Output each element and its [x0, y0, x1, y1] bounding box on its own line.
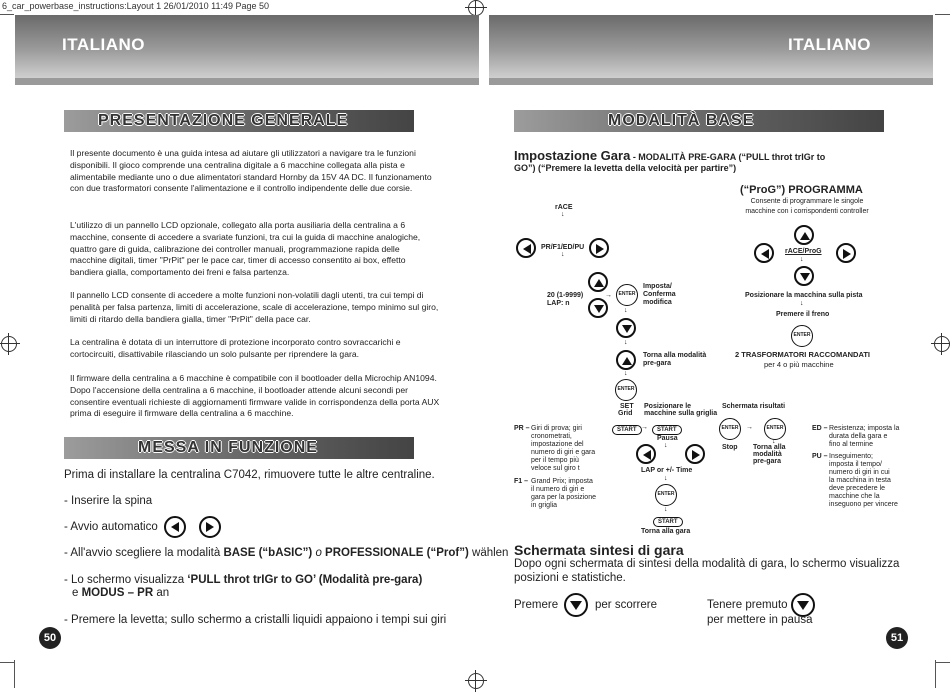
section-title: MESSA IN FUNZIONE	[138, 439, 318, 456]
description-line: deve precedere le	[829, 485, 886, 492]
printer-slug: 6_car_powerbase_instructions:Layout 1 26/01/2010 11:49 Page 50	[2, 1, 270, 11]
left-arrow-button-icon	[636, 444, 656, 464]
description-line: inseguono per vincere	[829, 501, 898, 508]
description-line: numero di giri e gara	[531, 449, 596, 456]
paragraph: Dopo ogni schermata di sintesi della modalità di gara, lo schermo visualizza	[514, 558, 900, 570]
crop-mark	[935, 14, 950, 15]
registration-mark-icon	[934, 336, 950, 352]
crop-mark	[0, 14, 14, 15]
flow-label: pre-gara	[753, 458, 782, 465]
paragraph: Il pannello LCD consente di accedere a molte funzioni non-volatili dagli utenti, tra cui tempi di penalità per falsa partenza, limiti di accelerazione, scale di accelerazione, tempo minimo sul giro, limiti di ritardo della bandiera gialla, timer "PrPit" della pace car.	[70, 290, 439, 324]
flow-label: LAP or +/- Time	[641, 467, 693, 474]
paragraph: Il presente documento è una guida intesa ad aiutare gli utilizzatori a navigare tra le funzioni disponibili. Il gioco comprende una centralina digitale a 6 macchine collegata alla pista e alimentabile mediante uno o due alimentatori standard Hornby da 15V 4A DC. Il funzionamento con due trasformatori consente l'alimentazione e il controllo indipendente delle due corsie.	[70, 148, 432, 194]
paragraph: posizioni e statistiche.	[514, 572, 626, 584]
start-button-icon: START	[653, 517, 683, 527]
mode-description	[531, 425, 611, 473]
flow-label: rACE/ProG	[785, 248, 822, 255]
flow-label: Torna alla modalità	[643, 352, 707, 359]
paragraph: L'utilizzo di un pannello LCD opzionale, collegato alla porta ausiliaria della centralina a 6 macchine, consente di accedere a svariate funzioni, tra cui la guida di macchine analogiche, quattro gare di guida, calibrazione dei controller manuali, programmazione rapida delle macchine digitali, timer "PrPit" per le pace car, timer di accesso consentito ai box, effetto bandiera gialla, comportamento dei freni e falsa partenza.	[70, 220, 421, 278]
down-arrow-button-icon	[794, 266, 814, 286]
description-line: fino al termine	[829, 441, 873, 448]
step-text: an	[153, 587, 170, 599]
arrow-down-icon: ↓	[664, 475, 668, 482]
arrow-right-icon: →	[746, 424, 753, 431]
step-item	[64, 574, 422, 586]
flow-label: Torna alla	[753, 444, 786, 451]
arrow-right-icon: →	[605, 292, 612, 299]
right-arrow-button-icon	[836, 243, 856, 263]
mode-description	[531, 478, 611, 510]
description-line: in griglia	[531, 502, 558, 509]
description-line: cronometrati,	[531, 433, 572, 440]
program-title: (“ProG”) PROGRAMMA	[740, 184, 863, 196]
arrow-down-icon: ↓	[624, 307, 628, 314]
mode-description	[829, 453, 909, 509]
section-title: MODALITÀ BASE	[608, 112, 755, 129]
step-text: wählen	[468, 547, 509, 559]
start-button-icon: START	[652, 425, 682, 435]
instruction-text: Tenere premuto	[707, 599, 788, 611]
mode-professional: PROFESSIONALE (“Prof”)	[325, 547, 469, 559]
enter-button-icon: ENTER	[791, 325, 813, 347]
language-label-right: ITALIANO	[788, 35, 872, 54]
flow-label: LAP: n	[547, 300, 570, 307]
crop-mark	[14, 660, 15, 688]
crop-mark	[935, 660, 936, 688]
arrow-down-icon: ↓	[561, 211, 565, 218]
program-description: Consente di programmare le singole	[750, 198, 864, 205]
crop-mark	[0, 662, 14, 663]
enter-button-icon: ENTER	[719, 418, 741, 440]
paragraph: Il firmware della centralina a 6 macchine è compatibile con il bootloader della Microchip AN1094. Dopo l'accensione della centralina a 6 macchine, il bootloader attende alcuni secondi per consentire eventuali richieste di aggiornamenti firmware valide in corrispondenza della porta AUX prima di eseguire il firmware della centralina a 6 macchine.	[70, 373, 440, 419]
arrow-right-icon: →	[641, 424, 648, 431]
description-line: impostazione del	[531, 441, 584, 448]
flow-label: Pausa	[657, 435, 678, 442]
instruction-text: per mettere in pausa	[707, 614, 813, 626]
step-item: - Premere la levetta; sullo schermo a cristalli liquidi appaiono i tempi sui giri	[64, 614, 447, 626]
registration-mark-icon	[468, 0, 484, 16]
flow-label: Posizionare la macchina sulla pista	[745, 292, 863, 299]
description-line: gara per la posizione	[531, 494, 596, 501]
right-arrow-button-icon	[589, 238, 609, 258]
start-button-icon: START	[612, 425, 642, 435]
page-number: 50	[39, 627, 61, 649]
mode-key: F1 –	[514, 478, 529, 485]
flow-label: Posizionare le	[644, 403, 692, 410]
registration-mark-icon	[1, 336, 17, 352]
description-line: Resistenza; imposta la	[829, 425, 900, 432]
language-label-left: ITALIANO	[62, 35, 146, 54]
arrow-down-icon: ↓	[800, 256, 804, 263]
mode-description	[829, 425, 909, 449]
left-arrow-button-icon	[516, 238, 536, 258]
transformer-note: 2 TRASFORMATORI RACCOMANDATI	[735, 350, 870, 359]
description-line: la macchina in testa	[829, 477, 891, 484]
up-arrow-button-icon	[794, 225, 814, 245]
subsection-title: Impostazione Gara	[514, 148, 631, 163]
flow-label: pre-gara	[643, 360, 672, 367]
description-line: durata della gara e	[829, 433, 888, 440]
transformer-note: per 4 o più macchine	[764, 360, 834, 369]
paragraph: La centralina è dotata di un interruttore di protezione incorporato contro sovraccarichi e cortocircuiti, disattivabile rilasciando un solo pulsante per riprendere la gara.	[70, 337, 401, 359]
flow-label: modifica	[643, 299, 672, 306]
up-arrow-button-icon	[588, 272, 608, 292]
mode-label: MODUS – PR	[81, 587, 154, 599]
flow-label: PR/F1/ED/PU	[541, 244, 585, 251]
step-item: - Inserire la spina	[64, 495, 153, 507]
arrow-down-icon: ↓	[800, 300, 804, 307]
flow-label: rACE	[555, 204, 573, 211]
step-item-continued	[72, 587, 169, 599]
instruction-text: per scorrere	[595, 599, 657, 611]
registration-mark-icon	[468, 673, 484, 689]
subsection-title: Schermata sintesi di gara	[514, 542, 684, 558]
program-description: macchine con i corrispondenti controller	[745, 208, 869, 215]
flow-label: Grid	[618, 410, 633, 417]
instruction-text: Premere	[514, 599, 559, 611]
header-rule-left	[15, 78, 479, 85]
flow-label: Imposta/	[643, 283, 672, 290]
step-text: - Lo schermo visualizza	[64, 574, 188, 586]
arrow-down-icon: ↓	[624, 370, 628, 377]
enter-button-icon: ENTER	[615, 379, 637, 401]
mode-key: ED –	[812, 425, 828, 432]
description-line: veloce sul giro t	[531, 465, 580, 472]
enter-button-icon: ENTER	[764, 418, 786, 440]
flow-label: Conferma	[643, 291, 676, 298]
mode-key: PU –	[812, 453, 828, 460]
step-text: e	[72, 587, 82, 599]
description-line: Inseguimento;	[829, 453, 873, 460]
page-number: 51	[886, 627, 908, 649]
enter-button-icon: ENTER	[616, 284, 638, 306]
step-item: - Avvio automatico	[64, 521, 158, 533]
flow-label: Schermata risultati	[722, 403, 786, 410]
flow-label: Premere il freno	[776, 311, 830, 318]
description-line: numero di giri in cui	[829, 469, 890, 476]
step-text: - All'avvio scegliere la modalità	[64, 547, 224, 559]
step-item	[64, 547, 508, 559]
crop-mark	[935, 662, 950, 663]
flow-label: Stop	[722, 444, 738, 451]
flow-label: Torna alla gara	[641, 528, 691, 535]
arrow-down-icon: ↓	[624, 339, 628, 346]
enter-button-icon: ENTER	[655, 484, 677, 506]
arrow-down-icon: ↓	[561, 251, 565, 258]
subsection-subtitle: - MODALITÀ PRE-GARA (“PULL throt trIGr to	[630, 152, 826, 162]
subsection-subtitle: GO”) (“Premere la levetta della velocità per partire”)	[514, 163, 737, 173]
down-arrow-button-icon	[616, 318, 636, 338]
mode-key: PR –	[514, 425, 530, 432]
arrow-down-icon: ↓	[664, 442, 668, 449]
description-line: Giri di prova; giri	[531, 425, 582, 432]
flow-label: modalità	[753, 451, 782, 458]
section-title: PRESENTAZIONE GENERALE	[98, 112, 349, 129]
left-arrow-button-icon	[754, 243, 774, 263]
step-text: o	[312, 547, 326, 559]
mode-basic: BASE (“bASIC”)	[223, 547, 313, 559]
description-line: Grand Prix; imposta	[531, 478, 593, 485]
header-rule-right	[489, 78, 933, 85]
intro-text: Prima di installare la centralina C7042, rimuovere tutte le altre centraline.	[64, 469, 435, 481]
up-arrow-button-icon	[616, 350, 636, 370]
arrow-down-icon: ↓	[772, 438, 776, 445]
description-line: imposta il tempo/	[829, 461, 882, 468]
right-arrow-button-icon	[199, 516, 221, 538]
arrow-down-icon: ↓	[664, 506, 668, 513]
left-arrow-button-icon	[164, 516, 186, 538]
display-message: ‘PULL throt trIGr to GO’ (Modalità pre-gara)	[187, 574, 423, 586]
description-line: macchine che la	[829, 493, 880, 500]
flow-label: SET	[620, 403, 634, 410]
down-arrow-button-icon	[588, 298, 608, 318]
flow-label: 20 (1-9999)	[547, 292, 584, 299]
down-arrow-button-icon	[564, 593, 588, 617]
description-line: per il tempo più	[531, 457, 579, 464]
flow-label: macchine sulla griglia	[644, 410, 718, 417]
description-line: il numero di giri e	[531, 486, 585, 493]
right-arrow-button-icon	[685, 444, 705, 464]
